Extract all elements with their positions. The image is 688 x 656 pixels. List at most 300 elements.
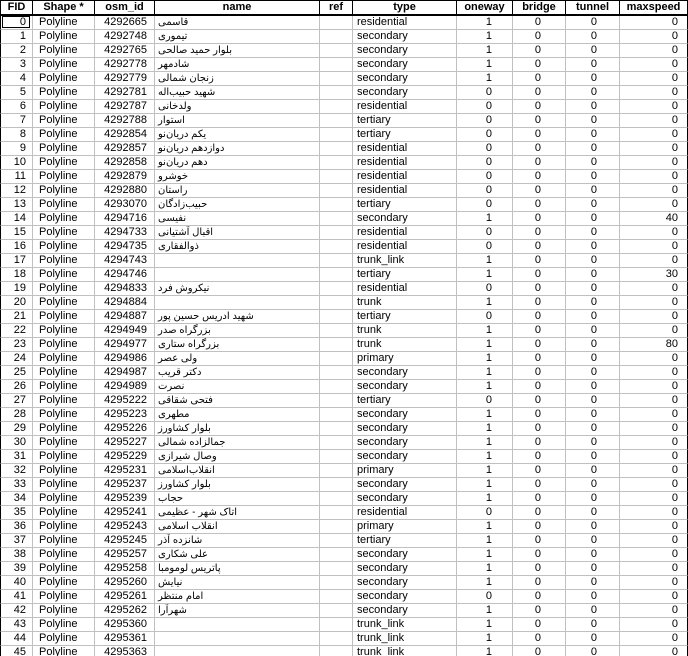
cell-oneway[interactable] [457, 58, 513, 72]
cell-name[interactable] [155, 72, 320, 86]
cell-shape[interactable] [33, 170, 95, 184]
cell-maxspeed[interactable] [620, 380, 688, 394]
cell-oneway[interactable] [457, 268, 513, 282]
cell-bridge[interactable] [513, 338, 566, 352]
cell-tunnel[interactable] [566, 436, 620, 450]
cell-oneway[interactable] [457, 184, 513, 198]
cell-type[interactable] [353, 646, 457, 656]
cell-osm_id[interactable] [95, 352, 155, 366]
cell-name[interactable] [155, 632, 320, 646]
cell-shape[interactable] [33, 632, 95, 646]
cell-shape[interactable] [33, 422, 95, 436]
cell-name[interactable] [155, 478, 320, 492]
cell-ref[interactable] [320, 268, 353, 282]
cell-ref[interactable] [320, 492, 353, 506]
cell-ref[interactable] [320, 506, 353, 520]
cell-fid[interactable] [0, 114, 33, 128]
cell-osm_id[interactable] [95, 44, 155, 58]
cell-name[interactable] [155, 100, 320, 114]
cell-type[interactable] [353, 324, 457, 338]
cell-maxspeed[interactable] [620, 618, 688, 632]
cell-maxspeed[interactable] [620, 576, 688, 590]
cell-shape[interactable] [33, 352, 95, 366]
cell-ref[interactable] [320, 534, 353, 548]
cell-tunnel[interactable] [566, 618, 620, 632]
cell-type[interactable] [353, 562, 457, 576]
cell-osm_id[interactable] [95, 16, 155, 30]
cell-oneway[interactable] [457, 380, 513, 394]
cell-fid[interactable] [0, 478, 33, 492]
cell-shape[interactable] [33, 604, 95, 618]
cell-bridge[interactable] [513, 380, 566, 394]
cell-bridge[interactable] [513, 100, 566, 114]
cell-ref[interactable] [320, 408, 353, 422]
cell-type[interactable] [353, 534, 457, 548]
cell-fid[interactable] [0, 450, 33, 464]
cell-maxspeed[interactable] [620, 604, 688, 618]
cell-tunnel[interactable] [566, 590, 620, 604]
cell-fid[interactable] [0, 296, 33, 310]
cell-oneway[interactable] [457, 632, 513, 646]
cell-tunnel[interactable] [566, 16, 620, 30]
cell-osm_id[interactable] [95, 520, 155, 534]
cell-ref[interactable] [320, 310, 353, 324]
cell-osm_id[interactable] [95, 58, 155, 72]
cell-oneway[interactable] [457, 646, 513, 656]
cell-osm_id[interactable] [95, 562, 155, 576]
cell-osm_id[interactable] [95, 170, 155, 184]
cell-osm_id[interactable] [95, 226, 155, 240]
cell-shape[interactable] [33, 142, 95, 156]
cell-fid[interactable] [0, 212, 33, 226]
column-header-name[interactable]: name [155, 0, 320, 16]
cell-osm_id[interactable] [95, 380, 155, 394]
cell-maxspeed[interactable] [620, 534, 688, 548]
cell-fid[interactable] [0, 142, 33, 156]
cell-maxspeed[interactable] [620, 422, 688, 436]
cell-type[interactable] [353, 352, 457, 366]
column-header-shape[interactable]: Shape * [33, 0, 95, 16]
cell-maxspeed[interactable] [620, 352, 688, 366]
cell-maxspeed[interactable] [620, 114, 688, 128]
cell-name[interactable] [155, 338, 320, 352]
cell-name[interactable] [155, 30, 320, 44]
cell-maxspeed[interactable] [620, 226, 688, 240]
cell-bridge[interactable] [513, 268, 566, 282]
cell-bridge[interactable] [513, 436, 566, 450]
cell-type[interactable] [353, 72, 457, 86]
cell-maxspeed[interactable] [620, 86, 688, 100]
cell-maxspeed[interactable] [620, 324, 688, 338]
column-header-ref[interactable]: ref [320, 0, 353, 16]
cell-ref[interactable] [320, 226, 353, 240]
cell-oneway[interactable] [457, 128, 513, 142]
cell-tunnel[interactable] [566, 296, 620, 310]
cell-bridge[interactable] [513, 534, 566, 548]
cell-osm_id[interactable] [95, 506, 155, 520]
cell-fid[interactable] [0, 156, 33, 170]
cell-shape[interactable] [33, 100, 95, 114]
cell-oneway[interactable] [457, 30, 513, 44]
cell-oneway[interactable] [457, 618, 513, 632]
cell-ref[interactable] [320, 548, 353, 562]
cell-osm_id[interactable] [95, 282, 155, 296]
cell-bridge[interactable] [513, 548, 566, 562]
cell-oneway[interactable] [457, 450, 513, 464]
cell-maxspeed[interactable] [620, 296, 688, 310]
cell-shape[interactable] [33, 30, 95, 44]
cell-tunnel[interactable] [566, 100, 620, 114]
cell-tunnel[interactable] [566, 380, 620, 394]
cell-name[interactable] [155, 436, 320, 450]
cell-maxspeed[interactable] [620, 562, 688, 576]
cell-tunnel[interactable] [566, 142, 620, 156]
cell-tunnel[interactable] [566, 226, 620, 240]
cell-tunnel[interactable] [566, 604, 620, 618]
cell-maxspeed[interactable] [620, 212, 688, 226]
cell-tunnel[interactable] [566, 310, 620, 324]
cell-fid[interactable] [0, 268, 33, 282]
cell-name[interactable] [155, 464, 320, 478]
cell-maxspeed[interactable] [620, 632, 688, 646]
cell-bridge[interactable] [513, 72, 566, 86]
column-header-tunnel[interactable]: tunnel [566, 0, 620, 16]
cell-type[interactable] [353, 394, 457, 408]
cell-type[interactable] [353, 156, 457, 170]
cell-tunnel[interactable] [566, 450, 620, 464]
cell-bridge[interactable] [513, 44, 566, 58]
cell-shape[interactable] [33, 478, 95, 492]
cell-shape[interactable] [33, 408, 95, 422]
cell-name[interactable] [155, 268, 320, 282]
cell-oneway[interactable] [457, 282, 513, 296]
cell-shape[interactable] [33, 282, 95, 296]
cell-shape[interactable] [33, 506, 95, 520]
cell-bridge[interactable] [513, 86, 566, 100]
cell-oneway[interactable] [457, 548, 513, 562]
cell-oneway[interactable] [457, 226, 513, 240]
cell-fid[interactable] [0, 520, 33, 534]
cell-bridge[interactable] [513, 562, 566, 576]
cell-ref[interactable] [320, 254, 353, 268]
cell-name[interactable] [155, 114, 320, 128]
cell-tunnel[interactable] [566, 394, 620, 408]
cell-osm_id[interactable] [95, 254, 155, 268]
cell-shape[interactable] [33, 324, 95, 338]
cell-shape[interactable] [33, 450, 95, 464]
cell-type[interactable] [353, 128, 457, 142]
cell-shape[interactable] [33, 646, 95, 656]
cell-shape[interactable] [33, 590, 95, 604]
cell-ref[interactable] [320, 240, 353, 254]
cell-fid[interactable] [0, 380, 33, 394]
cell-ref[interactable] [320, 58, 353, 72]
cell-osm_id[interactable] [95, 296, 155, 310]
cell-oneway[interactable] [457, 212, 513, 226]
cell-maxspeed[interactable] [620, 282, 688, 296]
cell-maxspeed[interactable] [620, 450, 688, 464]
cell-ref[interactable] [320, 86, 353, 100]
cell-shape[interactable] [33, 534, 95, 548]
cell-maxspeed[interactable] [620, 142, 688, 156]
cell-ref[interactable] [320, 646, 353, 656]
cell-maxspeed[interactable] [620, 58, 688, 72]
cell-fid[interactable] [0, 170, 33, 184]
cell-fid[interactable] [0, 646, 33, 656]
cell-ref[interactable] [320, 198, 353, 212]
cell-shape[interactable] [33, 562, 95, 576]
cell-ref[interactable] [320, 520, 353, 534]
cell-name[interactable] [155, 142, 320, 156]
cell-tunnel[interactable] [566, 128, 620, 142]
cell-name[interactable] [155, 86, 320, 100]
cell-bridge[interactable] [513, 464, 566, 478]
cell-osm_id[interactable] [95, 156, 155, 170]
cell-fid[interactable] [0, 464, 33, 478]
cell-ref[interactable] [320, 282, 353, 296]
cell-fid[interactable] [0, 324, 33, 338]
cell-name[interactable] [155, 352, 320, 366]
cell-bridge[interactable] [513, 198, 566, 212]
cell-oneway[interactable] [457, 534, 513, 548]
cell-bridge[interactable] [513, 632, 566, 646]
cell-ref[interactable] [320, 394, 353, 408]
cell-fid[interactable] [0, 352, 33, 366]
cell-maxspeed[interactable] [620, 310, 688, 324]
cell-maxspeed[interactable] [620, 156, 688, 170]
cell-bridge[interactable] [513, 16, 566, 30]
cell-oneway[interactable] [457, 394, 513, 408]
cell-tunnel[interactable] [566, 576, 620, 590]
cell-name[interactable] [155, 44, 320, 58]
cell-fid[interactable] [0, 590, 33, 604]
cell-ref[interactable] [320, 478, 353, 492]
cell-ref[interactable] [320, 156, 353, 170]
cell-shape[interactable] [33, 114, 95, 128]
cell-bridge[interactable] [513, 366, 566, 380]
cell-bridge[interactable] [513, 646, 566, 656]
cell-shape[interactable] [33, 156, 95, 170]
cell-bridge[interactable] [513, 58, 566, 72]
cell-oneway[interactable] [457, 604, 513, 618]
cell-name[interactable] [155, 506, 320, 520]
cell-type[interactable] [353, 30, 457, 44]
cell-oneway[interactable] [457, 100, 513, 114]
cell-type[interactable] [353, 16, 457, 30]
cell-tunnel[interactable] [566, 506, 620, 520]
cell-name[interactable] [155, 324, 320, 338]
cell-ref[interactable] [320, 352, 353, 366]
cell-osm_id[interactable] [95, 408, 155, 422]
cell-tunnel[interactable] [566, 72, 620, 86]
cell-fid[interactable] [0, 534, 33, 548]
cell-maxspeed[interactable] [620, 590, 688, 604]
cell-oneway[interactable] [457, 492, 513, 506]
cell-ref[interactable] [320, 450, 353, 464]
cell-osm_id[interactable] [95, 464, 155, 478]
cell-bridge[interactable] [513, 352, 566, 366]
cell-bridge[interactable] [513, 170, 566, 184]
cell-tunnel[interactable] [566, 338, 620, 352]
cell-name[interactable] [155, 492, 320, 506]
cell-shape[interactable] [33, 86, 95, 100]
cell-shape[interactable] [33, 240, 95, 254]
cell-osm_id[interactable] [95, 534, 155, 548]
cell-bridge[interactable] [513, 296, 566, 310]
cell-osm_id[interactable] [95, 100, 155, 114]
cell-ref[interactable] [320, 170, 353, 184]
cell-fid[interactable] [0, 86, 33, 100]
cell-shape[interactable] [33, 576, 95, 590]
cell-fid[interactable] [0, 604, 33, 618]
cell-fid[interactable] [0, 198, 33, 212]
cell-tunnel[interactable] [566, 492, 620, 506]
cell-type[interactable] [353, 618, 457, 632]
cell-bridge[interactable] [513, 184, 566, 198]
cell-maxspeed[interactable] [620, 268, 688, 282]
cell-ref[interactable] [320, 422, 353, 436]
cell-type[interactable] [353, 492, 457, 506]
cell-tunnel[interactable] [566, 478, 620, 492]
cell-maxspeed[interactable] [620, 506, 688, 520]
cell-osm_id[interactable] [95, 590, 155, 604]
cell-shape[interactable] [33, 72, 95, 86]
cell-ref[interactable] [320, 100, 353, 114]
cell-tunnel[interactable] [566, 114, 620, 128]
cell-osm_id[interactable] [95, 198, 155, 212]
cell-tunnel[interactable] [566, 562, 620, 576]
cell-oneway[interactable] [457, 324, 513, 338]
cell-osm_id[interactable] [95, 366, 155, 380]
cell-name[interactable] [155, 366, 320, 380]
cell-osm_id[interactable] [95, 114, 155, 128]
cell-bridge[interactable] [513, 254, 566, 268]
cell-oneway[interactable] [457, 142, 513, 156]
cell-tunnel[interactable] [566, 520, 620, 534]
cell-fid[interactable] [0, 30, 33, 44]
cell-osm_id[interactable] [95, 436, 155, 450]
cell-maxspeed[interactable] [620, 30, 688, 44]
cell-oneway[interactable] [457, 366, 513, 380]
cell-bridge[interactable] [513, 478, 566, 492]
cell-osm_id[interactable] [95, 450, 155, 464]
cell-type[interactable] [353, 450, 457, 464]
cell-maxspeed[interactable] [620, 548, 688, 562]
cell-type[interactable] [353, 198, 457, 212]
cell-type[interactable] [353, 254, 457, 268]
cell-bridge[interactable] [513, 492, 566, 506]
cell-maxspeed[interactable] [620, 394, 688, 408]
cell-osm_id[interactable] [95, 394, 155, 408]
cell-bridge[interactable] [513, 408, 566, 422]
cell-tunnel[interactable] [566, 366, 620, 380]
cell-fid[interactable] [0, 184, 33, 198]
cell-maxspeed[interactable] [620, 520, 688, 534]
cell-tunnel[interactable] [566, 422, 620, 436]
cell-type[interactable] [353, 310, 457, 324]
cell-bridge[interactable] [513, 142, 566, 156]
cell-tunnel[interactable] [566, 548, 620, 562]
cell-type[interactable] [353, 520, 457, 534]
column-header-maxspeed[interactable]: maxspeed [620, 0, 688, 16]
cell-ref[interactable] [320, 72, 353, 86]
cell-osm_id[interactable] [95, 646, 155, 656]
cell-name[interactable] [155, 184, 320, 198]
cell-fid[interactable] [0, 58, 33, 72]
cell-type[interactable] [353, 422, 457, 436]
cell-type[interactable] [353, 590, 457, 604]
cell-fid[interactable] [0, 408, 33, 422]
cell-type[interactable] [353, 114, 457, 128]
cell-osm_id[interactable] [95, 268, 155, 282]
column-header-osm_id[interactable]: osm_id [95, 0, 155, 16]
cell-bridge[interactable] [513, 128, 566, 142]
cell-oneway[interactable] [457, 422, 513, 436]
cell-osm_id[interactable] [95, 310, 155, 324]
cell-ref[interactable] [320, 296, 353, 310]
cell-type[interactable] [353, 212, 457, 226]
cell-name[interactable] [155, 282, 320, 296]
cell-maxspeed[interactable] [620, 478, 688, 492]
cell-fid[interactable] [0, 100, 33, 114]
cell-fid[interactable] [0, 436, 33, 450]
cell-osm_id[interactable] [95, 338, 155, 352]
cell-ref[interactable] [320, 324, 353, 338]
cell-maxspeed[interactable] [620, 436, 688, 450]
cell-fid[interactable] [0, 618, 33, 632]
cell-maxspeed[interactable] [620, 184, 688, 198]
cell-maxspeed[interactable] [620, 646, 688, 656]
cell-name[interactable] [155, 310, 320, 324]
cell-tunnel[interactable] [566, 408, 620, 422]
cell-tunnel[interactable] [566, 212, 620, 226]
cell-name[interactable] [155, 408, 320, 422]
cell-osm_id[interactable] [95, 184, 155, 198]
cell-tunnel[interactable] [566, 352, 620, 366]
cell-type[interactable] [353, 464, 457, 478]
cell-bridge[interactable] [513, 156, 566, 170]
cell-oneway[interactable] [457, 240, 513, 254]
cell-osm_id[interactable] [95, 212, 155, 226]
cell-ref[interactable] [320, 44, 353, 58]
cell-shape[interactable] [33, 436, 95, 450]
cell-maxspeed[interactable] [620, 16, 688, 30]
cell-name[interactable] [155, 590, 320, 604]
cell-oneway[interactable] [457, 562, 513, 576]
cell-oneway[interactable] [457, 464, 513, 478]
cell-name[interactable] [155, 548, 320, 562]
cell-osm_id[interactable] [95, 576, 155, 590]
cell-fid[interactable] [0, 254, 33, 268]
cell-oneway[interactable] [457, 16, 513, 30]
cell-name[interactable] [155, 170, 320, 184]
cell-oneway[interactable] [457, 310, 513, 324]
cell-bridge[interactable] [513, 576, 566, 590]
cell-shape[interactable] [33, 58, 95, 72]
cell-fid[interactable] [0, 492, 33, 506]
cell-osm_id[interactable] [95, 492, 155, 506]
cell-type[interactable] [353, 380, 457, 394]
cell-tunnel[interactable] [566, 86, 620, 100]
cell-ref[interactable] [320, 436, 353, 450]
cell-ref[interactable] [320, 562, 353, 576]
cell-shape[interactable] [33, 548, 95, 562]
cell-name[interactable] [155, 520, 320, 534]
cell-ref[interactable] [320, 464, 353, 478]
cell-maxspeed[interactable] [620, 170, 688, 184]
cell-fid[interactable] [0, 576, 33, 590]
cell-bridge[interactable] [513, 618, 566, 632]
